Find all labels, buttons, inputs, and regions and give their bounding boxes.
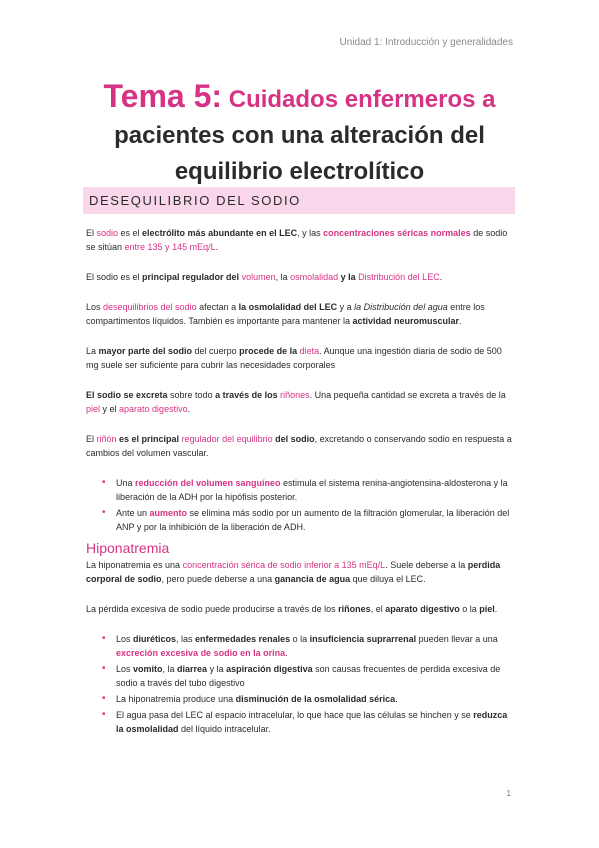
title-tema: Tema 5:: [103, 78, 223, 114]
paragraph-3: Los desequilibrios del sodio afectan a la osmolalidad del LEC y a la Distribución del agua entre los compartimentos líquidos. También es importante para mantener la actividad neuromuscular.: [86, 302, 485, 326]
title-line3: equilibrio electrolítico: [174, 158, 425, 185]
paragraph-2: El sodio es el principal regulador del volumen, la osmolalidad y la Distribución del LEC.: [86, 272, 443, 282]
section-heading-bar: [83, 187, 515, 214]
hiponatremia-heading: Hiponatremia: [86, 540, 170, 556]
list-item: • La hiponatremia produce una disminución de la osmolalidad sérica.: [116, 692, 514, 706]
sodio-content: [86, 226, 514, 548]
paragraph-5: El sodio se excreta sobre todo a través de los riñones. Una pequeña cantidad se excreta a través de la piel y el aparato digestivo.: [86, 390, 506, 414]
page-number: 1: [506, 789, 511, 798]
list-item: • El agua pasa del LEC al espacio intracelular, lo que hace que las células se hinchen y se reduzca la osmolalidad del líquido intracelular.: [116, 708, 514, 736]
list-item: • Una reducción del volumen sanguíneo estimula el sistema renina-angiotensina-aldosterona y la liberación de la ADH por la hipófisis posterior.: [116, 476, 514, 504]
section-heading: DESEQUILIBRIO DEL SODIO: [89, 193, 301, 208]
title-line1: Cuidados enfermeros a: [222, 86, 496, 113]
hiponatremia-content: [86, 558, 514, 750]
paragraph-1: El sodio es el electrólito más abundante en el LEC, y las concentraciones séricas normales de sodio se sitúan entre 135 y 145 mEq/L.: [86, 228, 508, 252]
paragraph-7: La hiponatremia es una concentración sérica de sodio inferior a 135 mEq/L. Suele deberse a la perdida corporal de sodio, pero puede deberse a una ganancia de agua que diluya el LEC.: [86, 560, 501, 584]
paragraph-8: La pérdida excesiva de sodio puede producirse a través de los riñones, el aparato digestivo o la piel.: [86, 604, 498, 614]
page-title: [0, 78, 599, 190]
hiponatremia-bullet-list: [86, 632, 514, 736]
list-item: • Los vomito, la diarrea y la aspiración digestiva son causas frecuentes de perdida excesiva de sodio a través del tubo digestivo: [116, 662, 514, 690]
running-header: Unidad 1: Introducción y generalidades: [339, 37, 513, 48]
title-line2: pacientes con una alteración del: [114, 122, 485, 149]
list-item: • Ante un aumento se elimina más sodio por un aumento de la filtración glomerular, la liberación del ANP y por la inhibición de la liberación de ADH.: [116, 506, 514, 534]
paragraph-6: El riñón es el principal regulador del equilibrio del sodio, excretando o conservando sodio en respuesta a cambios del volumen vascular.: [86, 434, 512, 458]
list-item: • Los diuréticos, las enfermedades renales o la insuficiencia suprarrenal pueden llevar a una excreción excesiva de sodio en la orina.: [116, 632, 514, 660]
paragraph-4: La mayor parte del sodio del cuerpo procede de la dieta. Aunque una ingestión diaria de sodio de 500 mg suele ser suficiente para cubrir las necesidades corporales: [86, 346, 502, 370]
sodio-bullet-list: [86, 476, 514, 534]
